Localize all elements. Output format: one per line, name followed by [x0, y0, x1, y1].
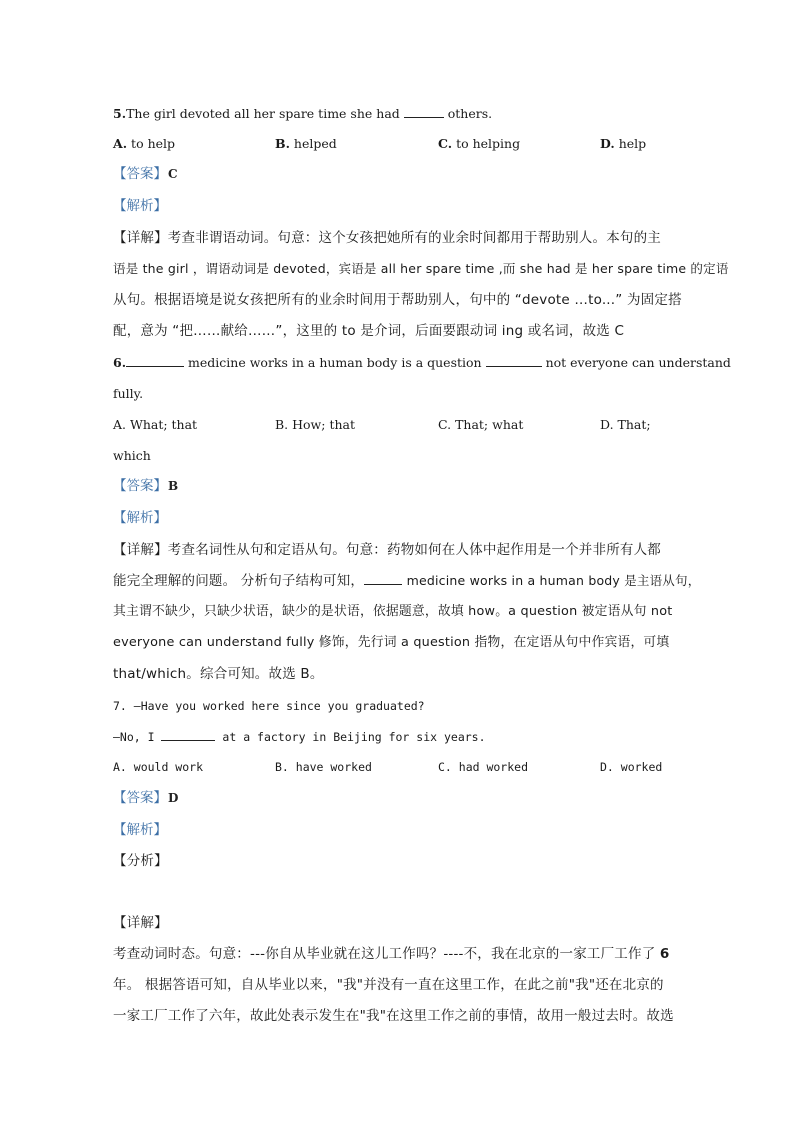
detail-line: 能完全理解的问题。 分析句子结构可知， medicine works in a human body 是主语从句，: [113, 573, 701, 589]
answer-value: D: [168, 791, 179, 805]
question-number: 5.: [113, 106, 127, 121]
detail-line: 从句。根据语境是说女孩把所有的业余时间用于帮助别人，句中的 “devote …to...” 为固定搭: [113, 292, 682, 308]
answer-blank: [364, 573, 402, 585]
detail-label: 【详解】: [113, 915, 168, 931]
detail-line: 【详解】考查非谓语动词。句意：这个女孩把她所有的业余时间都用于帮助别人。本句的主: [113, 230, 661, 246]
option-c: C. to helping: [438, 136, 521, 151]
detail-line: 年。 根据答语可知，自从毕业以来，"我"并没有一直在这里工作，在此之前"我"还在北京的: [113, 977, 664, 993]
answer-blank: [161, 729, 215, 741]
option-c: C. That; what: [438, 417, 524, 432]
question-7-reply: —No, I at a factory in Beijing for six years.: [113, 730, 486, 744]
question-6-stem: 6. medicine works in a human body is a question not everyone can understand: [113, 355, 731, 370]
answer-blank: [404, 106, 444, 118]
detail-line: 其主谓不缺少，只缺少状语，缺少的是状语，依据题意，故填 how。a question 被定语从句 not: [113, 604, 673, 619]
answer-label: 【答案】C: [113, 166, 178, 182]
answer-value: C: [168, 167, 178, 181]
answer-label: 【答案】D: [113, 790, 179, 806]
analysis-label: 【解析】: [113, 822, 167, 838]
option-c: C. had worked: [438, 760, 529, 774]
option-a: A. would work: [113, 760, 204, 774]
answer-blank: [486, 355, 542, 367]
question-6-stem-continued: fully.: [113, 386, 144, 401]
option-b: B. have worked: [275, 760, 372, 774]
question-5-stem: 5.The girl devoted all her spare time she had others.: [113, 106, 493, 121]
detail-line: 配，意为 “把……献给……”，这里的 to 是介词，后面要跟动词 ing 或名词，故选 C: [113, 323, 625, 339]
answer-value: B: [168, 479, 179, 493]
detail-line: that/which。综合可知。故选 B。: [113, 666, 324, 682]
option-b: B. How; that: [275, 417, 355, 432]
option-d: D. worked: [600, 760, 663, 774]
analysis-label: 【解析】: [113, 510, 167, 526]
detail-line: 一家工厂工作了六年，故此处表示发生在"我"在这里工作之前的事情，故用一般过去时。故选: [113, 1008, 674, 1024]
option-d-wrap: which: [113, 448, 151, 463]
detail-line: 【详解】考查名词性从句和定语从句。句意：药物如何在人体中起作用是一个并非所有人都: [113, 542, 661, 558]
detail-line: everyone can understand fully 修饰，先行词 a question 指物，在定语从句中作宾语，可填: [113, 635, 670, 650]
fenxi-label: 【分析】: [113, 853, 168, 869]
question-number: 6.: [113, 355, 127, 370]
detail-line: 考查动词时态。句意：---你自从毕业就在这儿工作吗？----不，我在北京的一家工厂工作了 6: [113, 946, 670, 962]
option-b: B. helped: [275, 136, 337, 151]
answer-label: 【答案】B: [113, 478, 179, 494]
option-a: A. What; that: [113, 417, 198, 432]
analysis-label: 【解析】: [113, 198, 167, 214]
option-d: D. That;: [600, 417, 651, 432]
option-a: A. to help: [113, 136, 176, 151]
question-7-stem: 7. —Have you worked here since you graduated?: [113, 699, 425, 713]
detail-line: 语是 the girl ，谓语动词是 devoted，宾语是 all her spare time ,而 she had 是 her spare time 的定语: [113, 261, 729, 276]
question-number: 7.: [113, 699, 127, 713]
option-d: D. help: [600, 136, 647, 151]
answer-blank: [126, 355, 184, 367]
